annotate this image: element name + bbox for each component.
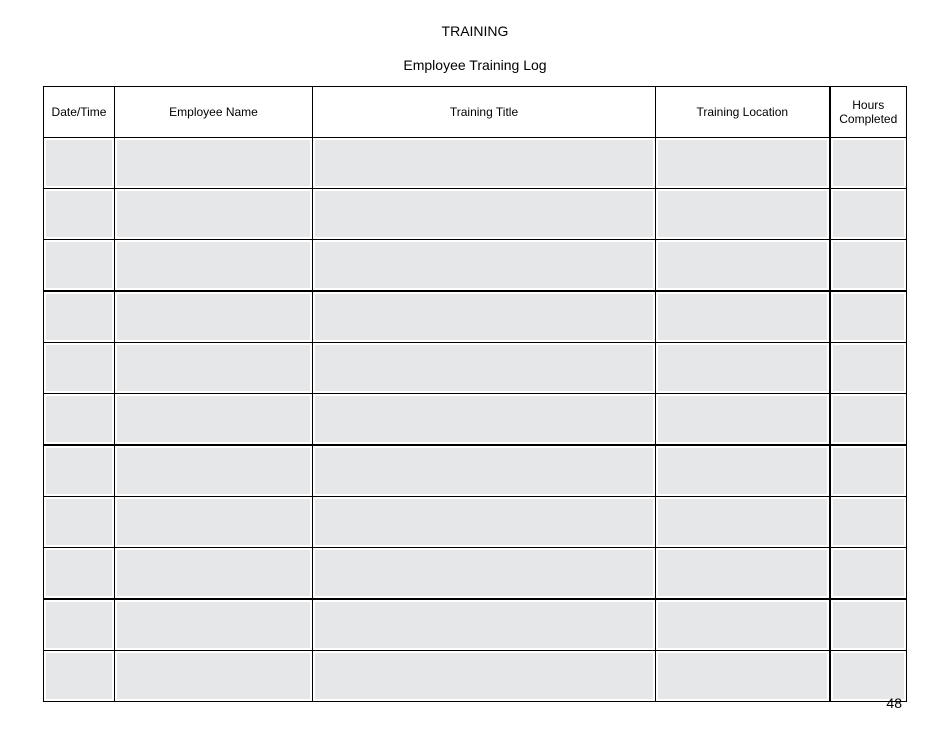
training-title-field[interactable] bbox=[315, 396, 653, 442]
table-cell bbox=[830, 497, 907, 548]
table-row bbox=[44, 189, 907, 240]
table-cell bbox=[830, 189, 907, 240]
table-cell bbox=[115, 343, 313, 394]
col-header-hours-completed: Hours Completed bbox=[830, 87, 907, 138]
table-cell bbox=[115, 189, 313, 240]
date-time-field[interactable] bbox=[46, 345, 112, 391]
hours-completed-field[interactable] bbox=[833, 602, 905, 648]
table-cell bbox=[44, 445, 115, 497]
date-time-field[interactable] bbox=[46, 499, 112, 545]
table-cell bbox=[115, 599, 313, 651]
training-location-field[interactable] bbox=[658, 448, 827, 494]
table-cell bbox=[830, 548, 907, 600]
table-cell bbox=[656, 138, 830, 189]
employee-name-field[interactable] bbox=[117, 448, 310, 494]
table-cell bbox=[313, 548, 656, 600]
table-row bbox=[44, 497, 907, 548]
training-title-field[interactable] bbox=[315, 191, 653, 237]
table-row bbox=[44, 394, 907, 446]
table-row bbox=[44, 651, 907, 702]
training-location-field[interactable] bbox=[658, 140, 827, 186]
table-cell bbox=[313, 189, 656, 240]
table-cell bbox=[44, 599, 115, 651]
hours-completed-field[interactable] bbox=[833, 242, 905, 288]
training-location-field[interactable] bbox=[658, 345, 827, 391]
hours-completed-field[interactable] bbox=[833, 653, 905, 699]
hours-completed-field[interactable] bbox=[833, 191, 905, 237]
employee-name-field[interactable] bbox=[117, 140, 310, 186]
training-title-field[interactable] bbox=[315, 653, 653, 699]
table-cell bbox=[313, 343, 656, 394]
training-title-field[interactable] bbox=[315, 499, 653, 545]
hours-completed-field[interactable] bbox=[833, 396, 905, 442]
table-row bbox=[44, 445, 907, 497]
date-time-field[interactable] bbox=[46, 191, 112, 237]
date-time-field[interactable] bbox=[46, 550, 112, 596]
employee-name-field[interactable] bbox=[117, 550, 310, 596]
training-log-table bbox=[43, 86, 907, 702]
table-cell bbox=[115, 497, 313, 548]
table-cell bbox=[830, 291, 907, 343]
table-row bbox=[44, 138, 907, 189]
date-time-field[interactable] bbox=[46, 294, 112, 340]
table-cell bbox=[830, 240, 907, 292]
training-location-field[interactable] bbox=[658, 602, 827, 648]
training-location-field[interactable] bbox=[658, 653, 827, 699]
table-cell bbox=[656, 599, 830, 651]
training-location-field[interactable] bbox=[658, 499, 827, 545]
table-row bbox=[44, 548, 907, 600]
table-cell bbox=[313, 138, 656, 189]
header-row bbox=[44, 87, 907, 138]
date-time-field[interactable] bbox=[46, 242, 112, 288]
table-row bbox=[44, 291, 907, 343]
hours-completed-field[interactable] bbox=[833, 550, 905, 596]
table-cell bbox=[44, 240, 115, 292]
table-cell bbox=[313, 497, 656, 548]
page-number: 48 bbox=[886, 695, 902, 711]
col-header-employee-name: Employee Name bbox=[115, 87, 313, 138]
table-cell bbox=[115, 138, 313, 189]
table-cell bbox=[830, 343, 907, 394]
table-cell bbox=[44, 548, 115, 600]
col-header-training-title: Training Title bbox=[313, 87, 656, 138]
hours-completed-field[interactable] bbox=[833, 448, 905, 494]
table-cell bbox=[44, 651, 115, 702]
table-body bbox=[44, 138, 907, 702]
date-time-field[interactable] bbox=[46, 140, 112, 186]
employee-name-field[interactable] bbox=[117, 345, 310, 391]
hours-completed-field[interactable] bbox=[833, 294, 905, 340]
table-cell bbox=[656, 651, 830, 702]
table-cell bbox=[656, 394, 830, 446]
table-cell bbox=[656, 240, 830, 292]
table-cell bbox=[313, 651, 656, 702]
date-time-field[interactable] bbox=[46, 653, 112, 699]
table-cell bbox=[313, 599, 656, 651]
form-title: Employee Training Log bbox=[403, 57, 547, 73]
hours-completed-field[interactable] bbox=[833, 345, 905, 391]
employee-name-field[interactable] bbox=[117, 396, 310, 442]
table-cell bbox=[115, 445, 313, 497]
training-location-field[interactable] bbox=[658, 396, 827, 442]
table-cell bbox=[830, 138, 907, 189]
training-location-field[interactable] bbox=[658, 550, 827, 596]
table-cell bbox=[115, 548, 313, 600]
employee-name-field[interactable] bbox=[117, 191, 310, 237]
table-cell bbox=[44, 291, 115, 343]
table-cell bbox=[656, 343, 830, 394]
training-title-field[interactable] bbox=[315, 448, 653, 494]
col-header-date-time: Date/Time bbox=[44, 87, 115, 138]
table-row bbox=[44, 599, 907, 651]
table-cell bbox=[313, 394, 656, 446]
table-cell bbox=[115, 394, 313, 446]
table-cell bbox=[313, 445, 656, 497]
hours-completed-field[interactable] bbox=[833, 140, 905, 186]
table-cell bbox=[830, 651, 907, 702]
table-cell bbox=[115, 291, 313, 343]
training-title-field[interactable] bbox=[315, 140, 653, 186]
employee-name-field[interactable] bbox=[117, 242, 310, 288]
table-cell bbox=[44, 394, 115, 446]
table-row bbox=[44, 240, 907, 292]
training-title-field[interactable] bbox=[315, 550, 653, 596]
training-title-field[interactable] bbox=[315, 242, 653, 288]
table-cell bbox=[830, 445, 907, 497]
employee-name-field[interactable] bbox=[117, 602, 310, 648]
table-cell bbox=[830, 599, 907, 651]
table-cell bbox=[44, 497, 115, 548]
table-cell bbox=[656, 189, 830, 240]
table-cell bbox=[830, 394, 907, 446]
table-cell bbox=[44, 343, 115, 394]
table-cell bbox=[313, 240, 656, 292]
table-cell bbox=[115, 651, 313, 702]
table-cell bbox=[656, 445, 830, 497]
table-cell bbox=[656, 548, 830, 600]
training-title-field[interactable] bbox=[315, 294, 653, 340]
training-title-field[interactable] bbox=[315, 602, 653, 648]
table-cell bbox=[44, 138, 115, 189]
date-time-field[interactable] bbox=[46, 396, 112, 442]
table-row bbox=[44, 343, 907, 394]
date-time-field[interactable] bbox=[46, 448, 112, 494]
employee-name-field[interactable] bbox=[117, 653, 310, 699]
hours-completed-field[interactable] bbox=[833, 499, 905, 545]
table-cell bbox=[656, 497, 830, 548]
table-cell bbox=[313, 291, 656, 343]
table-cell bbox=[44, 189, 115, 240]
section-title: TRAINING bbox=[441, 23, 509, 39]
employee-name-field[interactable] bbox=[117, 499, 310, 545]
date-time-field[interactable] bbox=[46, 602, 112, 648]
training-title-field[interactable] bbox=[315, 345, 653, 391]
employee-name-field[interactable] bbox=[117, 294, 310, 340]
col-header-training-location: Training Location bbox=[656, 87, 830, 138]
table-cell bbox=[656, 291, 830, 343]
training-location-field[interactable] bbox=[658, 294, 827, 340]
training-location-field[interactable] bbox=[658, 191, 827, 237]
training-location-field[interactable] bbox=[658, 242, 827, 288]
table-cell bbox=[115, 240, 313, 292]
